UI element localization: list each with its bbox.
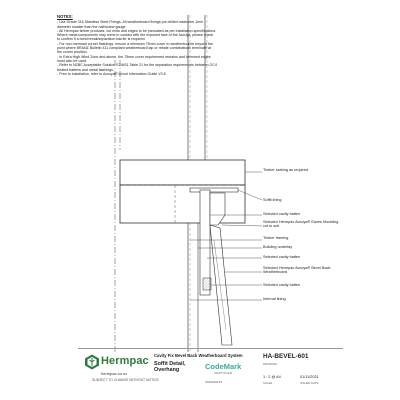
scale-value: 1 : 2 @ A4 bbox=[263, 375, 281, 379]
base-batten bbox=[203, 278, 211, 290]
drawing-number: HA-BEVEL-601 bbox=[263, 353, 309, 360]
callout-weatherboard: Selected Hermpac Accoya® Bevel Back Weatherboard bbox=[263, 266, 331, 275]
disclaimer: SUBJECT TO CHANGE WITHOUT NOTICE bbox=[92, 378, 159, 382]
sheet-title-line2: Overhang bbox=[154, 367, 180, 374]
sheet-title-line1: Soffit Detail, bbox=[154, 361, 186, 367]
note-line: - All Hermpac timber products, cut ends and edges to be precoated as per installation specifications. bbox=[57, 28, 217, 33]
codemark-number: CMNZ20146 bbox=[205, 380, 223, 384]
note-line: point where BRANZ Bulletin 411 compliant weatherboard lap or rebate combinations terminate at bbox=[57, 46, 211, 51]
soffit-lining bbox=[190, 188, 238, 192]
codemark-certified: CERTIFIED bbox=[214, 371, 233, 375]
note-line: the corner position. bbox=[57, 50, 88, 55]
drawing-label: DRAWING bbox=[263, 362, 278, 366]
joist-block-top bbox=[120, 160, 245, 185]
callout-cavity-batten-3: Selected cavity batten bbox=[263, 283, 301, 287]
hermpac-logo-icon bbox=[84, 354, 100, 370]
note-line: - Refer to NZBC Acceptable Solution E2/AS1 Table 21 for the separation requirements between OC4 bbox=[57, 63, 217, 68]
product-name: Cavity Fix Bevel Back Weatherboard System bbox=[154, 353, 243, 358]
note-line: - In Extra High Wind Zone and above, the 75mm cover requirement remains and hemmed edges bbox=[57, 54, 211, 59]
issued-date: 01/11/2021 bbox=[300, 375, 319, 379]
callout-cavity-batten-2: Selected cavity batten bbox=[263, 255, 301, 259]
note-line: diameter smaller than the nail/screw gauge. bbox=[57, 24, 127, 29]
scale-label: SCALE bbox=[263, 381, 273, 385]
callout-cavity-batten: Selected cavity batten bbox=[263, 212, 301, 216]
callout-building-underlay: Building underlay bbox=[263, 245, 293, 249]
callout-eaves-moulding: Selected Hermpac Accoya® Eaves Moulding cut to suit bbox=[263, 220, 339, 229]
callout-timber-sarking: Timber sarking as required bbox=[263, 168, 309, 172]
note-line: to confirm if a bond break/separation barrier is required. bbox=[57, 37, 146, 42]
issued-date-label: ISSUED DATE bbox=[300, 381, 319, 385]
note-line: treated battens and metal flashings. bbox=[57, 67, 114, 72]
callout-internal-lining: Internal lining bbox=[263, 297, 286, 301]
note-line: Where metal components may come in contact with the exposed face of the Accoya, please check bbox=[57, 33, 214, 38]
note-line: - Prior to installation, refer to Accoya® Wood Information Guide V3.8 bbox=[57, 71, 166, 76]
note-line: - For non-mermaid corner flashings, ensure a minimum 75mm cover to weatherboards beyond the bbox=[57, 41, 213, 46]
brand-name: Hermpac bbox=[101, 355, 149, 367]
brand-url: hermpac.co.nz bbox=[101, 371, 128, 376]
note-line: must also be used. bbox=[57, 58, 88, 63]
note-line: - Use Grade 316 Stainless Steel Fixings. All weatherboard fixings pre-drilled maximum 1mm bbox=[57, 20, 204, 25]
codemark-logo: CodeMark bbox=[205, 362, 242, 371]
sheet-title bbox=[154, 361, 185, 374]
notes-title: NOTES: bbox=[57, 14, 73, 19]
callout-timber-framing: Timber framing bbox=[263, 236, 289, 240]
callout-soffit-lining: Soffit lining bbox=[263, 198, 282, 202]
